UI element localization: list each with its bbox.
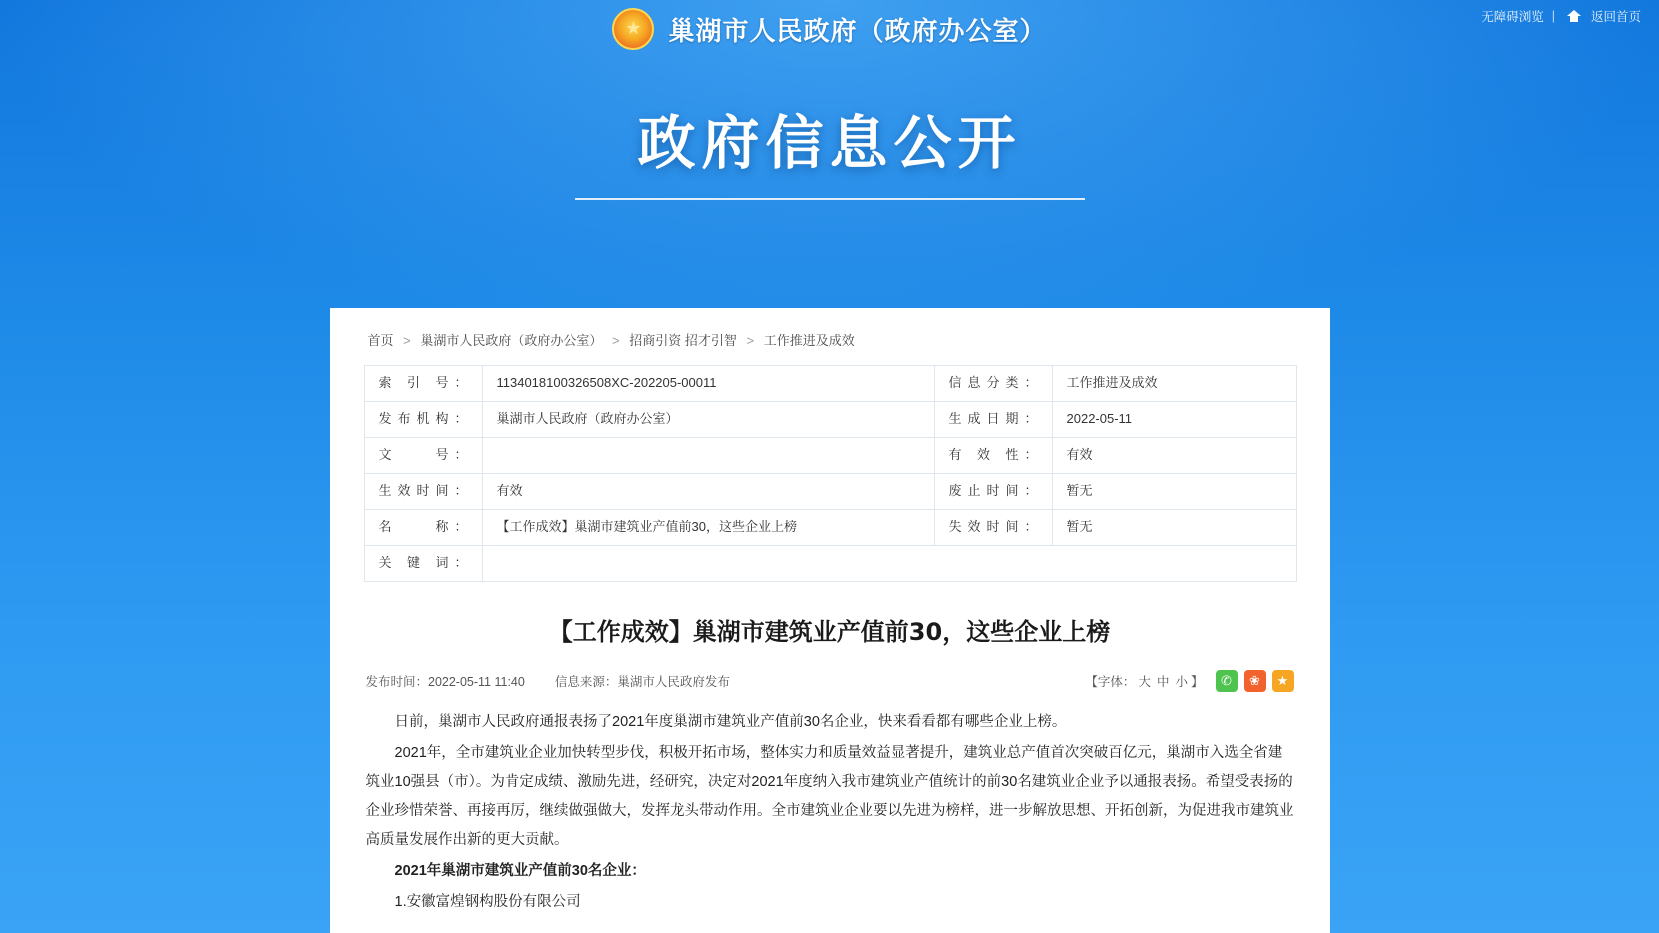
article-source: 信息来源：巢湖市人民政府发布 bbox=[554, 674, 730, 689]
breadcrumb-item-0[interactable]: 首页 bbox=[367, 333, 394, 348]
meta-value-abolish-time: 暂无 bbox=[1052, 474, 1296, 510]
meta-label-publisher: 发布机构： bbox=[364, 402, 482, 438]
table-row bbox=[364, 474, 1296, 510]
breadcrumb-item-1[interactable]: 巢湖市人民政府（政府办公室） bbox=[420, 333, 603, 348]
article-paragraph: 2021年，全市建筑业企业加快转型步伐，积极开拓市场，整体实力和质量效益显著提升，建筑业总产值首次突破百亿元，巢湖市入选全省建筑业10强县（市）。为肯定成绩、激励先进，经研究，决定对2021年度纳入我市建筑业产值统计的前30名建筑业企业予以通报表扬。希望受表扬的企业珍惜荣誉、再接再厉，继续做强做大，发挥龙头带动作用。全市建筑业企业要以先进为榜样，进一步解放思想、开拓创新，为促进我市建筑业高质量发展作出新的更大贡献。 bbox=[365, 744, 1294, 848]
site-header bbox=[0, 8, 1659, 50]
wechat-icon[interactable]: ✆ bbox=[1216, 670, 1238, 692]
banner-divider bbox=[575, 198, 1085, 200]
meta-value-name: 【工作成效】巢湖市建筑业产值前30，这些企业上榜 bbox=[482, 510, 934, 546]
article-paragraph: 日前，巢湖市人民政府通报表扬了2021年度巢湖市建筑业产值前30名企业，快来看看都有哪些企业上榜。 bbox=[394, 713, 1067, 730]
font-size-medium-button[interactable]: 中 bbox=[1156, 674, 1170, 689]
favorite-star-icon[interactable]: ★ bbox=[1272, 670, 1294, 692]
breadcrumb-item-3[interactable]: 工作推进及成效 bbox=[763, 333, 855, 348]
national-emblem-icon bbox=[612, 8, 654, 50]
breadcrumb bbox=[364, 308, 1296, 365]
font-size-label-end: 】 bbox=[1190, 674, 1204, 689]
breadcrumb-separator-1: > bbox=[612, 333, 620, 348]
table-row bbox=[364, 546, 1296, 582]
meta-label-effective-time: 生效时间： bbox=[364, 474, 482, 510]
banner bbox=[0, 96, 1659, 200]
meta-value-created-date: 2022-05-11 bbox=[1052, 402, 1296, 438]
table-row bbox=[364, 438, 1296, 474]
meta-label-index: 索 引 号： bbox=[364, 366, 482, 402]
return-home-link[interactable]: 返回首页 bbox=[1590, 10, 1641, 24]
metadata-table bbox=[364, 365, 1297, 582]
meta-label-expire-time: 失效时间： bbox=[934, 510, 1052, 546]
meta-label-name: 名 称： bbox=[364, 510, 482, 546]
breadcrumb-separator-0: > bbox=[403, 333, 411, 348]
meta-label-keywords: 关 键 词： bbox=[364, 546, 482, 582]
font-size-large-button[interactable]: 大 bbox=[1138, 674, 1151, 689]
meta-label-category: 信息分类： bbox=[934, 366, 1052, 402]
content-card bbox=[330, 308, 1330, 933]
topbar-separator: | bbox=[1551, 9, 1555, 23]
table-row bbox=[364, 366, 1296, 402]
meta-label-doc-number: 文 号： bbox=[364, 438, 482, 474]
article-body bbox=[364, 702, 1296, 917]
meta-value-index: 1134018100326508XC-202205-00011 bbox=[482, 366, 934, 402]
breadcrumb-separator-2: > bbox=[746, 333, 755, 348]
meta-value-category: 工作推进及成效 bbox=[1052, 366, 1296, 402]
weibo-icon[interactable]: ❀ bbox=[1244, 670, 1266, 692]
meta-value-validity: 有效 bbox=[1052, 438, 1296, 474]
accessibility-link[interactable]: 无障碍浏览 bbox=[1481, 10, 1544, 24]
meta-value-effective-time: 有效 bbox=[482, 474, 934, 510]
meta-label-abolish-time: 废止时间： bbox=[934, 474, 1052, 510]
banner-title: 政府信息公开 bbox=[637, 109, 1022, 177]
site-title: 巢湖市人民政府（政府办公室） bbox=[668, 16, 1047, 47]
meta-value-expire-time: 暂无 bbox=[1052, 510, 1296, 546]
publish-time: 发布时间：2022-05-11 11:40 bbox=[365, 674, 525, 689]
meta-label-validity: 有 效 性： bbox=[934, 438, 1052, 474]
table-row bbox=[364, 510, 1296, 546]
font-size-small-button[interactable]: 小 bbox=[1175, 674, 1188, 689]
breadcrumb-item-2[interactable]: 招商引资 招才引智 bbox=[629, 333, 737, 348]
page-title: 【工作成效】巢湖市建筑业产值前30，这些企业上榜 bbox=[548, 618, 1111, 646]
share-buttons bbox=[1216, 670, 1294, 692]
table-row bbox=[364, 402, 1296, 438]
meta-value-keywords bbox=[482, 546, 1296, 582]
meta-label-created-date: 生成日期： bbox=[934, 402, 1052, 438]
article-list-heading: 2021年巢湖市建筑业产值前30名企业： bbox=[394, 862, 646, 879]
font-size-label: 【字体： bbox=[1085, 674, 1136, 689]
meta-value-doc-number bbox=[482, 438, 934, 474]
font-size-control bbox=[1085, 672, 1203, 690]
list-item: 1.安徽富煌钢构股份有限公司 bbox=[394, 893, 581, 910]
meta-value-publisher: 巢湖市人民政府（政府办公室） bbox=[482, 402, 934, 438]
article-meta-bar bbox=[364, 650, 1296, 702]
